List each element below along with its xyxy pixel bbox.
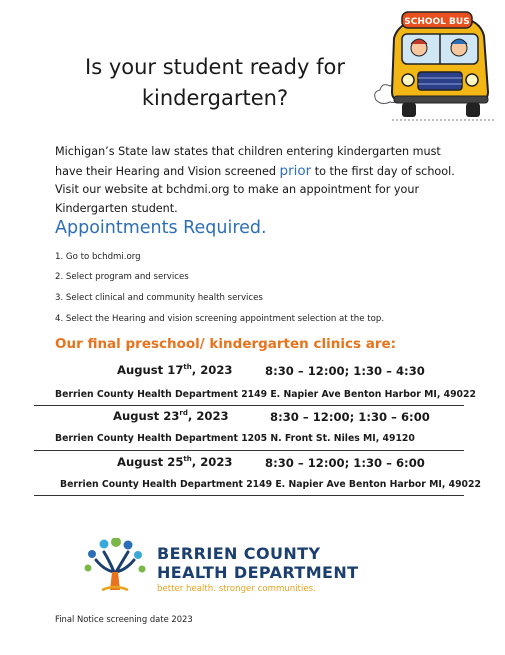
step-item: 4. Select the Hearing and vision screening appointment selection at the top. (55, 314, 385, 324)
divider (34, 495, 464, 496)
clinic-time: 8:30 – 12:00; 1:30 – 6:00 (270, 410, 430, 424)
step-item: 2. Select program and services (55, 272, 189, 282)
clinic-date: August 23rd, 2023 (113, 409, 229, 423)
step-item: 1. Go to bchdmi.org (55, 252, 141, 262)
clinic-address: Berrien County Health Department 2149 E. Napier Ave Benton Harbor MI, 49022 (55, 389, 476, 400)
intro-paragraph (55, 143, 455, 218)
footer-notice: Final Notice screening date 2023 (55, 614, 193, 624)
clinic-date: August 17th, 2023 (117, 363, 233, 377)
org-tagline: better health. stronger communities. (157, 584, 316, 594)
bus-sign-text: SCHOOL BUS (404, 17, 470, 27)
intro-text-1: Michigan’s State law states that children entering kindergarten must have their Hearing and Vision screened (55, 145, 441, 178)
intro-highlight-prior: prior (279, 162, 312, 179)
clinic-time: 8:30 – 12:00; 1:30 – 6:00 (265, 456, 425, 470)
org-name-line-2: HEALTH DEPARTMENT (157, 563, 359, 582)
step-item: 3. Select clinical and community health services (55, 293, 263, 303)
clinic-time: 8:30 – 12:00; 1:30 – 4:30 (265, 364, 425, 378)
clinic-address: Berrien County Health Department 2149 E. Napier Ave Benton Harbor MI, 49022 (60, 479, 481, 490)
intro-text-2: to the first day of school. Visit our website at bchdmi.org to make an appointment for your Kindergarten student. (55, 164, 455, 215)
divider (34, 405, 464, 406)
appointments-heading: Appointments Required. (55, 218, 267, 238)
clinic-date: August 25th, 2023 (117, 455, 233, 469)
school-bus-illustration (372, 8, 500, 126)
clinics-heading: Our final preschool/ kindergarten clinics are: (55, 336, 397, 352)
title-line-1: Is your student ready for (85, 55, 345, 79)
health-department-logo-icon (82, 538, 148, 594)
flyer-title (60, 52, 370, 114)
clinic-address: Berrien County Health Department 1205 N. Front St. Niles MI, 49120 (55, 433, 415, 444)
org-name-line-1: BERRIEN COUNTY (157, 544, 321, 563)
title-line-2: kindergarten? (141, 86, 289, 110)
divider (34, 450, 464, 451)
